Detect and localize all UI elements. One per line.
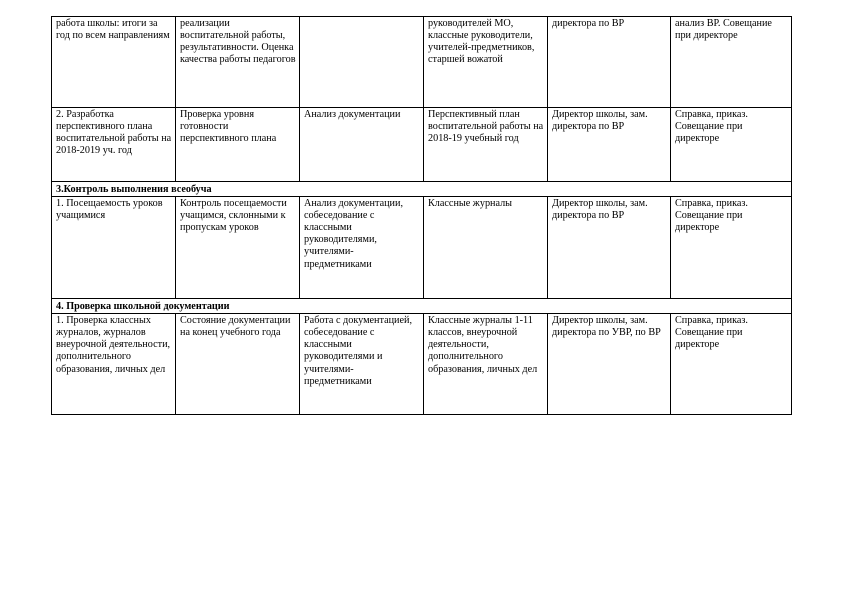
section-row	[52, 182, 792, 197]
table-cell-method: Работа с документацией, собеседование с классными руководителями и учителями-предметниками	[300, 314, 424, 415]
table-cell-topic: 2. Разработка перспективного плана воспитательной работы на 2018-2019 уч. год	[52, 108, 176, 182]
table-cell-method: Анализ документации	[300, 108, 424, 182]
table-cell-topic: 1. Посещаемость уроков учащимися	[52, 197, 176, 299]
table-cell-goal: реализации воспитательной работы, результативности. Оценка качества работы педагогов	[176, 17, 300, 108]
section-title: 4. Проверка школьной документации	[52, 299, 792, 314]
table-cell-method	[300, 17, 424, 108]
table-cell-object: Классные журналы 1-11 классов, внеурочной деятельности, дополнительного образования, личных дел	[424, 314, 548, 415]
table-cell-object: Классные журналы	[424, 197, 548, 299]
table-cell-object: Перспективный план воспитательной работы на 2018-19 учебный год	[424, 108, 548, 182]
table-cell-result: Справка, приказ. Совещание при директоре	[671, 108, 792, 182]
table-cell-responsible: директора по ВР	[548, 17, 671, 108]
table-row	[52, 17, 792, 108]
table-cell-method: Анализ документации, собеседование с классными руководителями, учителями-предметниками	[300, 197, 424, 299]
table-cell-goal: Состояние документации на конец учебного года	[176, 314, 300, 415]
section-row	[52, 299, 792, 314]
section-title: 3.Контроль выполнения всеобуча	[52, 182, 792, 197]
table-cell-result: Справка, приказ. Совещание при директоре	[671, 314, 792, 415]
table-cell-object: руководителей МО, классные руководители, учителей-предметников, старшей вожатой	[424, 17, 548, 108]
table-cell-goal: Контроль посещаемости учащимся, склонными к пропускам уроков	[176, 197, 300, 299]
table-cell-topic: 1. Проверка классных журналов, журналов внеурочной деятельности, дополнительного образования, личных дел	[52, 314, 176, 415]
table-cell-topic: работа школы: итоги за год по всем направлениям	[52, 17, 176, 108]
control-plan-table	[51, 16, 792, 415]
table-row	[52, 108, 792, 182]
table-cell-responsible: Директор школы, зам. директора по УВР, по ВР	[548, 314, 671, 415]
table-row	[52, 314, 792, 415]
table-cell-goal: Проверка уровня готовности перспективного плана	[176, 108, 300, 182]
table-row	[52, 197, 792, 299]
table-cell-result: анализ ВР. Совещание при директоре	[671, 17, 792, 108]
table-cell-result: Справка, приказ. Совещание при директоре	[671, 197, 792, 299]
table-cell-responsible: Директор школы, зам. директора по ВР	[548, 108, 671, 182]
table-cell-responsible: Директор школы, зам. директора по ВР	[548, 197, 671, 299]
